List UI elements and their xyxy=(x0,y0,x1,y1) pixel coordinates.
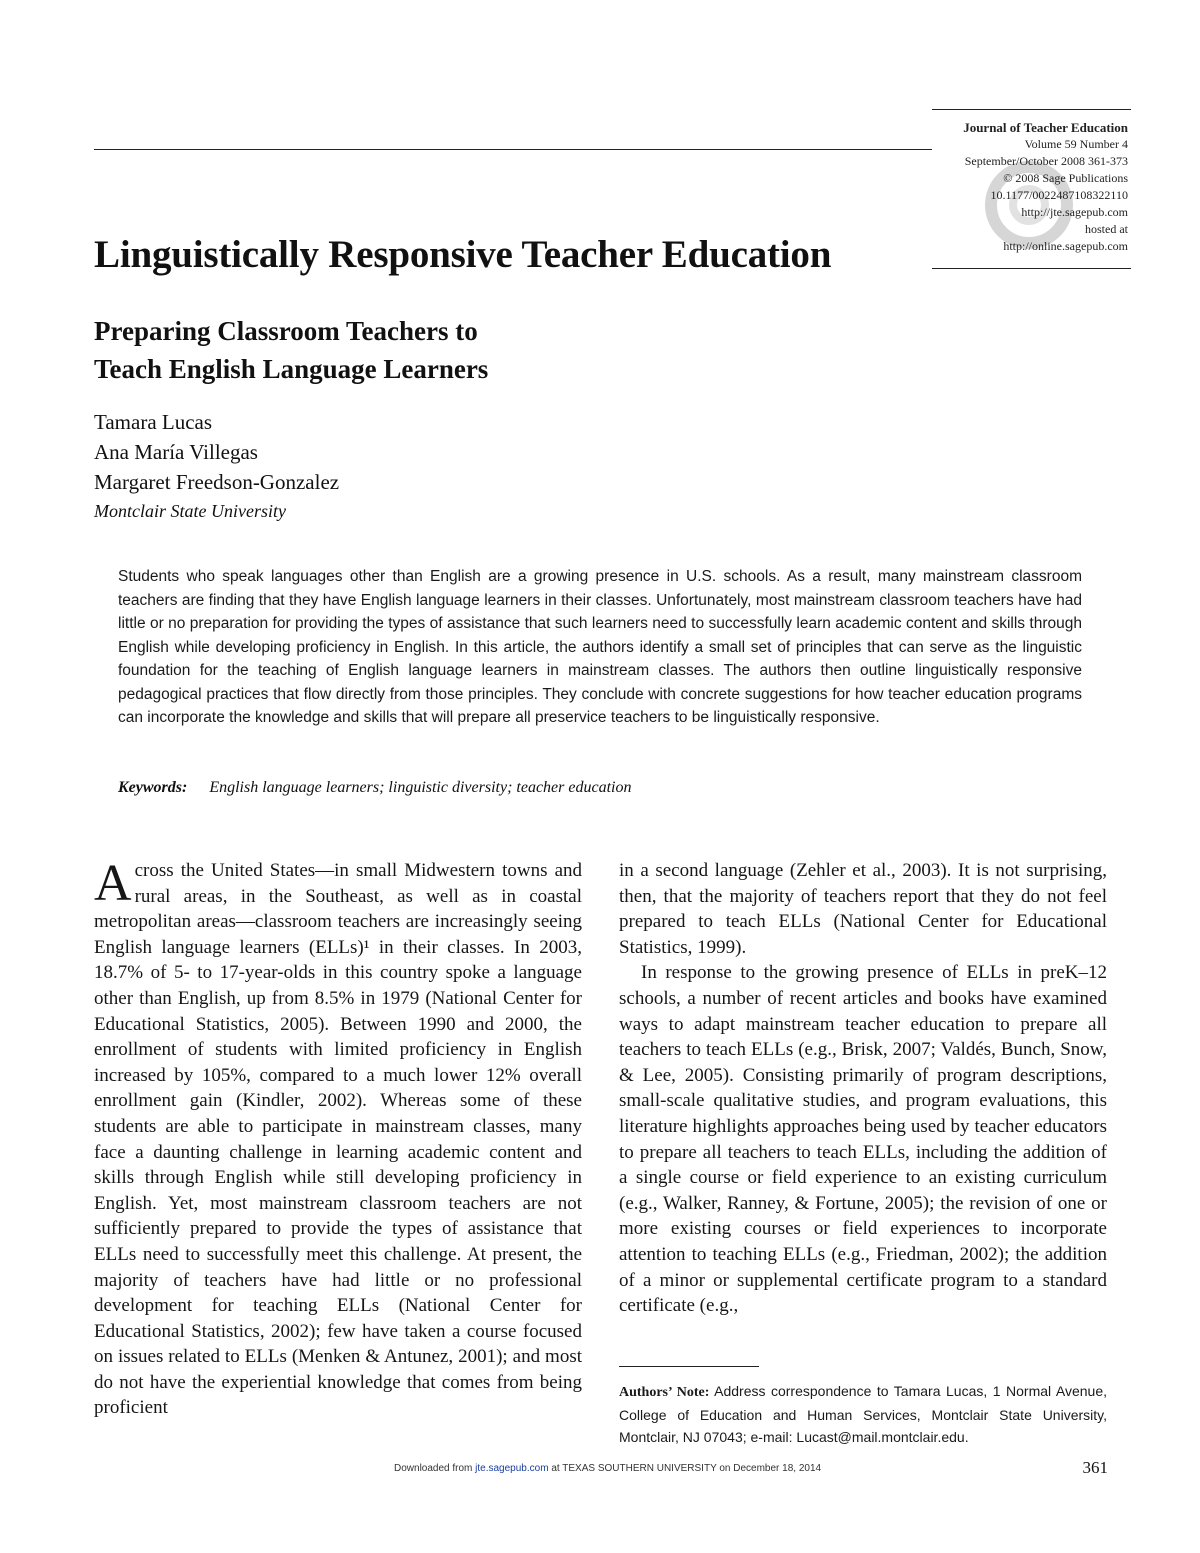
keywords-text: English language learners; linguistic diversity; teacher education xyxy=(209,779,632,796)
body-column-right xyxy=(619,858,1107,1319)
authors-note-label: Authors’ Note: xyxy=(619,1385,710,1400)
article-subtitle xyxy=(94,312,488,388)
header-rule-left xyxy=(94,149,932,150)
subtitle-line-1: Preparing Classroom Teachers to xyxy=(94,316,478,346)
abstract: Students who speak languages other than English are a growing presence in U.S. schools. As a result, many mainstream classroom teachers are finding that they have English language learners in their classes. Unfortunately, most mainstream classroom teachers have had little or no preparation for providing the types of assistance that such learners need to successfully learn academic content and skills through English while developing proficiency in English. In this article, the authors identify a small set of principles that can serve as the linguistic foundation for the teaching of English language learners in mainstream classes. The authors then outline linguistically responsive pedagogical practices that flow directly from those principles. They conclude with concrete suggestions for how teacher education programs can incorporate the knowledge and skills that will prepare all preservice teachers to be linguistically responsive. xyxy=(118,568,1082,726)
footnote-rule xyxy=(619,1366,759,1367)
subtitle-line-2: Teach English Language Learners xyxy=(94,354,489,384)
header-rule-right-bottom xyxy=(932,268,1131,269)
journal-hosted: hosted at xyxy=(1085,222,1128,236)
author-name: Ana María Villegas xyxy=(94,440,258,464)
author-name: Tamara Lucas xyxy=(94,410,213,434)
authors-note xyxy=(619,1380,1107,1448)
keywords-label: Keywords: xyxy=(118,779,188,796)
authors-note-text: Address correspondence to Tamara Lucas, 1 Normal Avenue, College of Education and Human Services, Montclair State University, Montclair, NJ 07043; e-mail: Lucast@mail.montclair.edu. xyxy=(619,1383,1107,1445)
author-list xyxy=(94,407,339,525)
journal-volume: Volume 59 Number 4 xyxy=(1024,137,1128,151)
author-name: Margaret Freedson-Gonzalez xyxy=(94,470,340,494)
body-text-col1: cross the United States—in small Midwestern towns and rural areas, in the Southeast, as well as in coastal metropolitan areas—classroom teachers are increasingly seeing English language learners (ELLs)¹ in their classes. In 2003, 18.7% of 5- to 17-year-olds in this country spoke a language other than English, up from 8.5% in 1979 (National Center for Educational Statistics, 2005). Between 1990 and 2000, the enrollment of students with limited proficiency in English increased by 105%, compared to a much lower 12% overall enrollment gain (Kindler, 2002). Whereas some of these students are able to participate in mainstream classes, many face a daunting challenge in learning academic content and skills through English while still developing proficiency in English. Yet, most mainstream classroom teachers are not sufficiently prepared to provide the types of assistance that ELLs need to successfully meet this challenge. At present, the majority of teachers have had little or no professional development for teaching ELLs (National Center for Educational Statistics, 2002); few have taken a course focused on issues related to ELLs (Menken & Antunez, 2001); and most do not have the experiential knowledge that comes from being proficient xyxy=(94,860,582,1419)
download-link[interactable]: jte.sagepub.com xyxy=(475,1463,549,1474)
article-title: Linguistically Responsive Teacher Education xyxy=(94,233,832,276)
journal-doi: 10.1177/0022487108322110 xyxy=(990,188,1128,202)
header-rule-right-top xyxy=(932,109,1131,110)
page-number: 361 xyxy=(1082,1458,1108,1477)
author-affiliation: Montclair State University xyxy=(94,501,286,521)
keywords xyxy=(118,779,631,797)
drop-cap: A xyxy=(94,855,132,912)
journal-copyright: © 2008 Sage Publications xyxy=(1003,171,1128,185)
download-prefix: Downloaded from xyxy=(394,1463,473,1474)
journal-info xyxy=(868,119,1128,255)
journal-issue: September/October 2008 361-373 xyxy=(964,154,1128,168)
body-paragraph: In response to the growing presence of ELLs in preK–12 schools, a number of recent articles and books have examined ways to adapt mainstream teacher education to prepare all teachers to teach ELLs (e.g., Brisk, 2007; Valdés, Bunch, Snow, & Lee, 2005). Consisting primarily of program descriptions, small-scale qualitative studies, and program evaluations, this literature highlights approaches being used by teacher educators to prepare all teachers to teach ELLs, including the addition of a single course or field experience to an existing curriculum (e.g., Walker, Ranney, & Fortune, 2005); the revision of one or more existing courses or field experiences to incorporate attention to teaching ELLs (e.g., Friedman, 2002); the addition of a minor or supplemental certificate program to a standard certificate (e.g., xyxy=(619,962,1107,1317)
journal-url[interactable]: http://jte.sagepub.com xyxy=(1021,205,1128,219)
download-notice xyxy=(394,1463,821,1474)
download-suffix: at TEXAS SOUTHERN UNIVERSITY on December 18, 2014 xyxy=(551,1463,822,1474)
journal-hosted-url[interactable]: http://online.sagepub.com xyxy=(1003,239,1128,253)
body-paragraph: in a second language (Zehler et al., 2003). It is not surprising, then, that the majority of teachers report that they do not feel prepared to teach ELLs (National Center for Educational Statistics, 1999). xyxy=(619,860,1107,958)
journal-name: Journal of Teacher Education xyxy=(963,120,1128,135)
body-column-left xyxy=(94,855,582,1421)
